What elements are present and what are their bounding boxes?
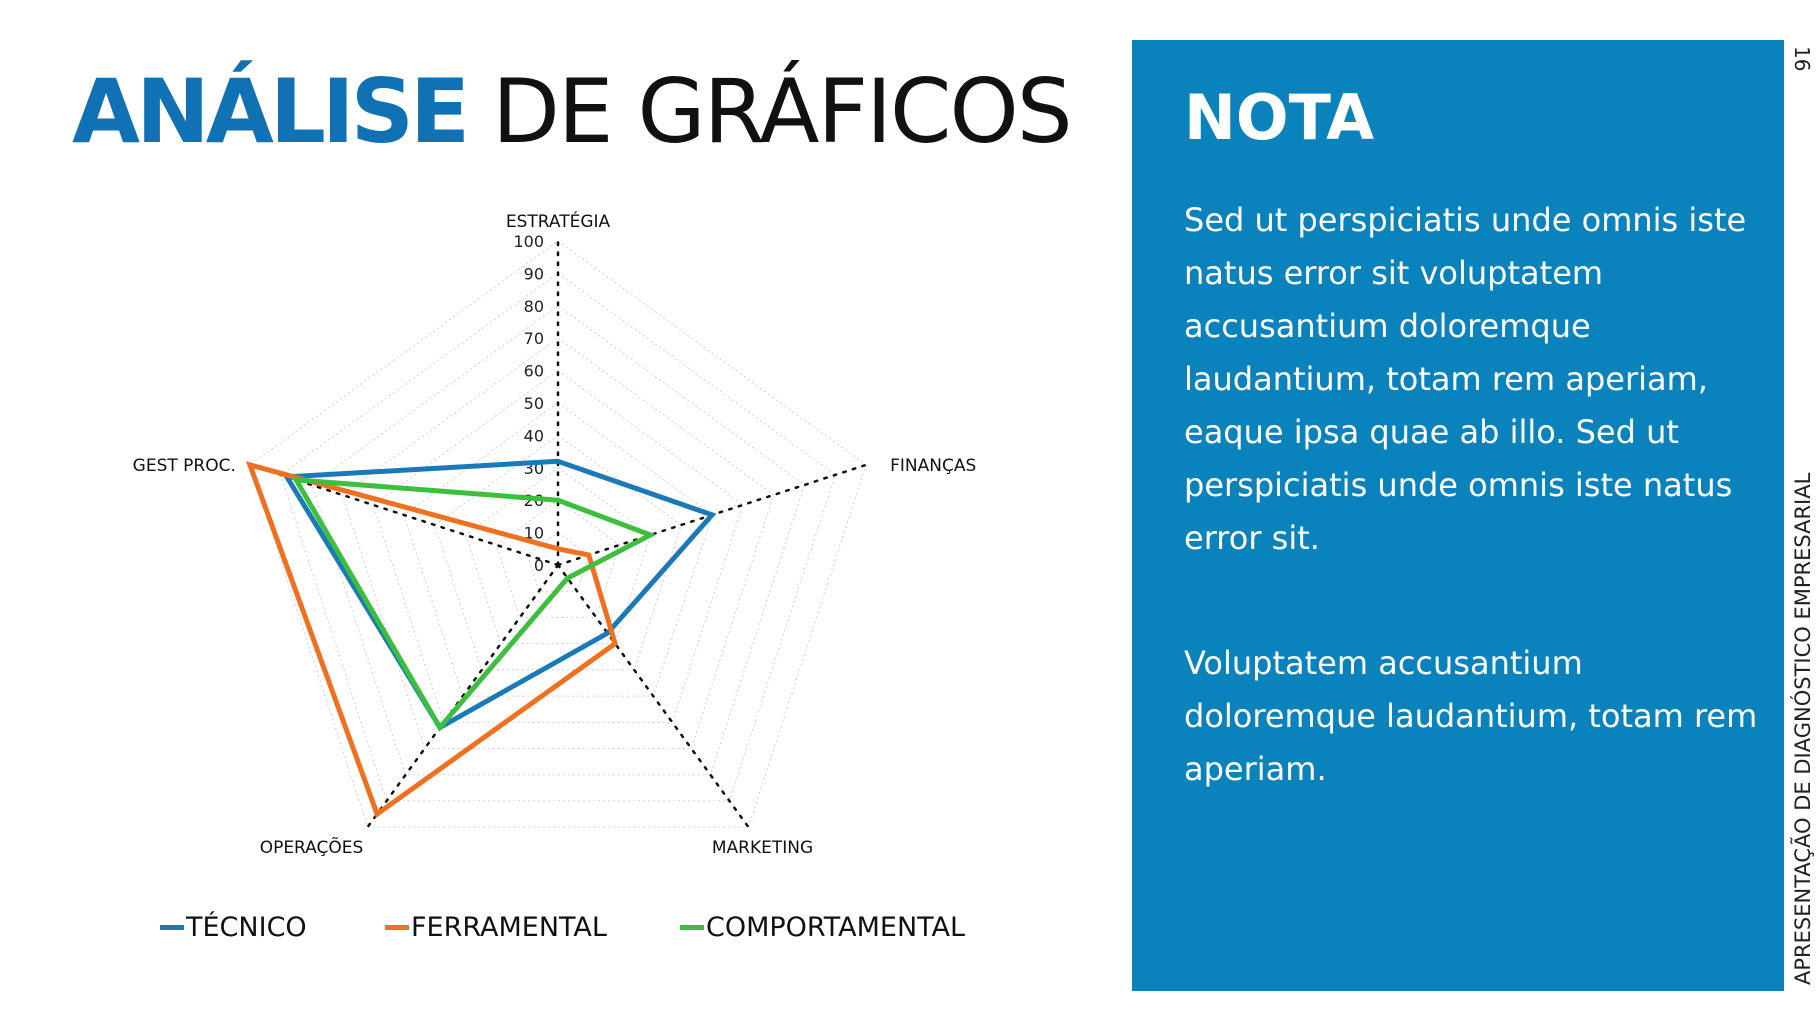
r-tick-label-90: 90 [523, 264, 544, 284]
r-tick-label-70: 70 [523, 329, 544, 349]
r-tick-label-20: 20 [523, 491, 544, 511]
axis-label-financas: FINANÇAS [890, 455, 977, 476]
axis-spoke-operacoes [368, 565, 558, 827]
radar-chart [0, 180, 1120, 860]
legend-swatch-tecnico [160, 925, 184, 930]
page-title [72, 58, 1071, 166]
r-tick-label-60: 60 [523, 361, 544, 381]
legend-label-ferramental: FERRAMENTAL [411, 911, 607, 943]
legend-item-comportamental [680, 902, 965, 952]
r-tick-label-10: 10 [523, 523, 544, 543]
r-tick-label-100: 100 [513, 232, 544, 251]
r-tick-label-40: 40 [523, 426, 544, 446]
page-title-bold: ANÁLISE [72, 60, 467, 163]
axis-label-gest-proc: GEST PROC. [132, 455, 236, 476]
nota-paragraph-1: Sed ut perspiciatis unde omnis iste natus error sit voluptatem accusantium doloremque laudantium, totam rem aperiam, eaque ipsa quae ab illo. Sed ut perspiciatis unde omnis iste natus error sit. [1184, 201, 1747, 557]
axis-spoke-marketing [558, 565, 748, 827]
chart-legend [150, 902, 980, 952]
legend-label-comportamental: COMPORTAMENTAL [706, 911, 966, 943]
r-tick-label-50: 50 [523, 394, 544, 413]
r-tick-label-30: 30 [523, 458, 544, 478]
axis-label-estrategia: ESTRATÉGIA [505, 212, 611, 232]
nota-heading: NOTA [1184, 81, 1375, 154]
nota-panel [1132, 40, 1784, 991]
side-caption: APRESENTAÇÃO DE DIAGNÓSTICO EMPRESARIAL [1791, 472, 1815, 986]
page-number: 16 [1790, 46, 1814, 72]
r-tick-label-0: 0 [533, 556, 544, 575]
legend-label-tecnico: TÉCNICO [186, 911, 307, 943]
axis-label-operacoes: OPERAÇÕES [259, 838, 364, 859]
axis-label-marketing: MARKETING [711, 838, 814, 859]
series-line-ferramental [250, 465, 615, 814]
page-title-light: DE GRÁFICOS [466, 60, 1071, 163]
legend-item-tecnico [160, 902, 307, 952]
r-tick-label-80: 80 [523, 296, 544, 316]
nota-paragraph-2: Voluptatem accusantium doloremque laudantium, totam rem aperiam. [1184, 644, 1758, 788]
legend-swatch-comportamental [680, 925, 704, 930]
legend-item-ferramental [385, 902, 607, 952]
series-line-comportamental [296, 480, 650, 728]
legend-swatch-ferramental [385, 925, 409, 930]
radar-center [556, 563, 561, 568]
